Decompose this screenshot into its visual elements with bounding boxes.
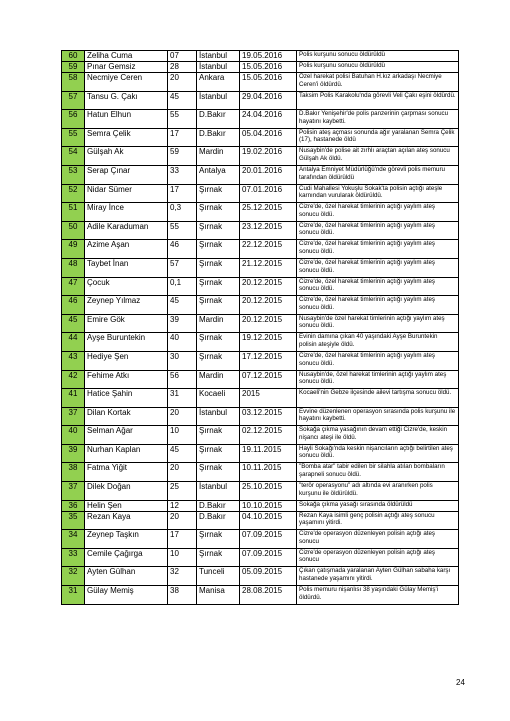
table-row [62, 511, 459, 530]
city-cell: İstanbul [197, 482, 240, 501]
victim-name-cell: Serap Çınar [85, 165, 168, 184]
victim-age-cell: 07 [168, 51, 197, 62]
victim-age-cell: 0,3 [168, 203, 197, 222]
victim-name-cell: Zeynep Taşkın [85, 530, 168, 549]
description-cell: Sokağa çıkma yasağının devam ettiği Cizre'de, keskin nişancı ateşi ile öldü. [297, 426, 459, 445]
victim-name-cell: Dilek Doğan [85, 482, 168, 501]
table-row [62, 296, 459, 315]
date-cell: 07.09.2015 [240, 548, 297, 567]
city-cell: D.Bakır [197, 128, 240, 147]
description-cell: Özel harekat polisi Batuhan H.kız arkadaşı Necmiye Ceren'i öldürdü. [297, 73, 459, 92]
date-cell: 20.01.2016 [240, 165, 297, 184]
city-cell: İstanbul [197, 62, 240, 73]
row-number-cell: 37 [62, 407, 85, 426]
table-row [62, 482, 459, 501]
city-cell: İstanbul [197, 51, 240, 62]
table-row [62, 333, 459, 352]
date-cell: 21.12.2015 [240, 258, 297, 277]
description-cell: Hayli Sokağı'nda keskin nişancıların açtığı belirtilen ateş sonucu öldü. [297, 444, 459, 463]
row-number-cell: 58 [62, 73, 85, 92]
city-cell: Şırnak [197, 548, 240, 567]
table-row [62, 62, 459, 73]
city-cell: Tunceli [197, 567, 240, 586]
date-cell: 20.12.2015 [240, 314, 297, 333]
date-cell: 05.04.2016 [240, 128, 297, 147]
victim-age-cell: 28 [168, 62, 197, 73]
victim-age-cell: 59 [168, 147, 197, 166]
page-number: 24 [456, 678, 465, 687]
victim-name-cell: Ayten Gülhan [85, 567, 168, 586]
victim-age-cell: 30 [168, 351, 197, 370]
date-cell: 05.09.2015 [240, 567, 297, 586]
table-row [62, 203, 459, 222]
description-cell: Cizre'de, özel harekat timlerinin açtığı yaylım ateş sonucu öldü. [297, 351, 459, 370]
victim-age-cell: 40 [168, 333, 197, 352]
table-row [62, 73, 459, 92]
city-cell: D.Bakır [197, 110, 240, 129]
victim-age-cell: 20 [168, 463, 197, 482]
row-number-cell: 43 [62, 351, 85, 370]
row-number-cell: 41 [62, 389, 85, 408]
table-row [62, 407, 459, 426]
description-cell: D.Bakır Yenişehir'de polis panzerinin çarpması sonucu hayatını kaybetti. [297, 110, 459, 129]
table-row [62, 184, 459, 203]
city-cell: Şırnak [197, 333, 240, 352]
description-cell: "terör operasyonu" adı altında evi aranırken polis kurşunu ile öldürüldü. [297, 482, 459, 501]
date-cell: 07.01.2016 [240, 184, 297, 203]
row-number-cell: 40 [62, 426, 85, 445]
city-cell: Ankara [197, 73, 240, 92]
victim-name-cell: Gülay Memiş [85, 586, 168, 605]
date-cell: 03.12.2015 [240, 407, 297, 426]
date-cell: 19.02.2016 [240, 147, 297, 166]
row-number-cell: 50 [62, 221, 85, 240]
row-number-cell: 60 [62, 51, 85, 62]
table-row [62, 91, 459, 110]
table-row [62, 277, 459, 296]
victim-age-cell: 10 [168, 426, 197, 445]
description-cell: Cizre'de, özel harekat timlerinin açtığı yaylım ateş sonucu öldü. [297, 240, 459, 259]
row-number-cell: 53 [62, 165, 85, 184]
description-cell: Sokağa çıkma yasağı sırasında öldürüldü [297, 500, 459, 511]
city-cell: Şırnak [197, 351, 240, 370]
victim-name-cell: Nurhan Kaplan [85, 444, 168, 463]
victim-age-cell: 31 [168, 389, 197, 408]
row-number-cell: 32 [62, 567, 85, 586]
city-cell: Mardin [197, 370, 240, 389]
city-cell: Şırnak [197, 296, 240, 315]
victim-name-cell: Ayşe Buruntekin [85, 333, 168, 352]
table-row [62, 389, 459, 408]
description-cell: Antalya Emniyet Müdürlüğü'nde görevli polis memuru tarafından öldürüldü [297, 165, 459, 184]
table-row [62, 51, 459, 62]
victim-name-cell: Fehime Atkı [85, 370, 168, 389]
date-cell: 25.12.2015 [240, 203, 297, 222]
city-cell: Şırnak [197, 444, 240, 463]
victim-age-cell: 45 [168, 444, 197, 463]
date-cell: 07.09.2015 [240, 530, 297, 549]
table-row [62, 351, 459, 370]
description-cell: Cizre'de operasyon düzenleyen polisin açtığı ateş sonucu [297, 530, 459, 549]
victim-name-cell: Zeynep Yılmaz [85, 296, 168, 315]
date-cell: 19.12.2015 [240, 333, 297, 352]
row-number-cell: 51 [62, 203, 85, 222]
records-table [61, 50, 459, 605]
table-row [62, 463, 459, 482]
description-cell: Nusaybin'de, özel harekat timlerinin açtığı yaylım ateş sonucu öldü. [297, 370, 459, 389]
victim-age-cell: 12 [168, 500, 197, 511]
city-cell: D.Bakır [197, 511, 240, 530]
victim-age-cell: 20 [168, 73, 197, 92]
table-row [62, 258, 459, 277]
row-number-cell: 42 [62, 370, 85, 389]
description-cell: Cizre'de, özel harekat timlerinin açtığı yaylım ateş sonucu öldü. [297, 258, 459, 277]
table-row [62, 500, 459, 511]
description-cell: Evvine düzenlenen operasyon sırasında polis kurşunu ile hayatını kaybetti. [297, 407, 459, 426]
row-number-cell: 46 [62, 296, 85, 315]
victim-age-cell: 20 [168, 407, 197, 426]
date-cell: 23.12.2015 [240, 221, 297, 240]
victim-name-cell: Hatice Şahin [85, 389, 168, 408]
city-cell: Antalya [197, 165, 240, 184]
row-number-cell: 39 [62, 444, 85, 463]
victim-age-cell: 55 [168, 110, 197, 129]
date-cell: 02.12.2015 [240, 426, 297, 445]
description-cell: Polis kurşunu sonucu öldürüldü [297, 51, 459, 62]
victim-name-cell: Adile Karaduman [85, 221, 168, 240]
victim-age-cell: 17 [168, 128, 197, 147]
city-cell: Şırnak [197, 277, 240, 296]
victim-name-cell: Çocuk [85, 277, 168, 296]
row-number-cell: 52 [62, 184, 85, 203]
victim-age-cell: 17 [168, 530, 197, 549]
table-row [62, 314, 459, 333]
description-cell: Nusaybin'de polise ait zırhlı araçtan açılan ateş sonucu Gülşah Ak öldü. [297, 147, 459, 166]
date-cell: 15.05.2016 [240, 62, 297, 73]
victim-name-cell: Azime Aşan [85, 240, 168, 259]
description-cell: Cizre'de operasyon düzenleyen polisin açtığı ateş sonucu [297, 548, 459, 567]
city-cell: Şırnak [197, 184, 240, 203]
victim-age-cell: 56 [168, 370, 197, 389]
victim-name-cell: Nidar Sümer [85, 184, 168, 203]
date-cell: 20.12.2015 [240, 296, 297, 315]
description-cell: Nusaybin'de özel harekat timlerinin açtığı yaylım ateş sonucu öldü. [297, 314, 459, 333]
table-row [62, 370, 459, 389]
victim-name-cell: Necmiye Ceren [85, 73, 168, 92]
victim-name-cell: Gülşah Ak [85, 147, 168, 166]
description-cell: Cudi Mahallesi Yokuşlu Sokak'ta polisin açtığı ateşle karnından vurularak öldürüldü. [297, 184, 459, 203]
victim-name-cell: Tansu G. Çakı [85, 91, 168, 110]
row-number-cell: 36 [62, 500, 85, 511]
victim-age-cell: 45 [168, 296, 197, 315]
table-row [62, 586, 459, 605]
city-cell: Şırnak [197, 203, 240, 222]
row-number-cell: 45 [62, 314, 85, 333]
row-number-cell: 54 [62, 147, 85, 166]
date-cell: 2015 [240, 389, 297, 408]
city-cell: Şırnak [197, 426, 240, 445]
date-cell: 15.05.2016 [240, 73, 297, 92]
table-row [62, 426, 459, 445]
victim-age-cell: 55 [168, 221, 197, 240]
table-row [62, 110, 459, 129]
description-cell: Cizre'de, özel harekat timlerinin açtığı yaylım ateş sonucu öldü. [297, 277, 459, 296]
city-cell: Şırnak [197, 258, 240, 277]
description-cell: Evinin damına çıkan 40 yaşındaki Ayşe Buruntekin polisin ateşiyle öldü. [297, 333, 459, 352]
table-row [62, 444, 459, 463]
description-cell: Rezan Kaya isimli genç polisin açtığı ateş sonucu yaşamını yitirdi. [297, 511, 459, 530]
row-number-cell: 34 [62, 530, 85, 549]
victim-name-cell: Selman Ağar [85, 426, 168, 445]
row-number-cell: 47 [62, 277, 85, 296]
date-cell: 07.12.2015 [240, 370, 297, 389]
description-cell: Polisin ateş açması sonunda ağır yaralanan Semra Çelik (17), hastanede öldü [297, 128, 459, 147]
city-cell: Şırnak [197, 530, 240, 549]
city-cell: Mardin [197, 147, 240, 166]
row-number-cell: 44 [62, 333, 85, 352]
city-cell: Kocaeli [197, 389, 240, 408]
table-row [62, 165, 459, 184]
victim-age-cell: 25 [168, 482, 197, 501]
description-cell: Kocaeli'nin Gebze ilçesinde ailevi tartışma sonucu öldü. [297, 389, 459, 408]
date-cell: 10.11.2015 [240, 463, 297, 482]
date-cell: 28.08.2015 [240, 586, 297, 605]
victim-name-cell: Dilan Kortak [85, 407, 168, 426]
victim-name-cell: Taybet İnan [85, 258, 168, 277]
row-number-cell: 56 [62, 110, 85, 129]
date-cell: 29.04.2016 [240, 91, 297, 110]
table-row [62, 530, 459, 549]
victim-name-cell: Rezan Kaya [85, 511, 168, 530]
victim-name-cell: Hediye Şen [85, 351, 168, 370]
row-number-cell: 55 [62, 128, 85, 147]
victim-age-cell: 45 [168, 91, 197, 110]
city-cell: D.Bakır [197, 500, 240, 511]
description-cell: Taksim Polis Karakolu'nda görevli Veli Çakı eşini öldürdü. [297, 91, 459, 110]
victim-name-cell: Helin Şen [85, 500, 168, 511]
victim-name-cell: Fatma Yiğit [85, 463, 168, 482]
victim-name-cell: Pınar Gemsiz [85, 62, 168, 73]
victim-age-cell: 57 [168, 258, 197, 277]
date-cell: 04.10.2015 [240, 511, 297, 530]
victim-name-cell: Miray İnce [85, 203, 168, 222]
victim-age-cell: 20 [168, 511, 197, 530]
row-number-cell: 38 [62, 463, 85, 482]
city-cell: Şırnak [197, 240, 240, 259]
city-cell: Şırnak [197, 463, 240, 482]
row-number-cell: 37 [62, 482, 85, 501]
row-number-cell: 33 [62, 548, 85, 567]
date-cell: 10.10.2015 [240, 500, 297, 511]
row-number-cell: 57 [62, 91, 85, 110]
victim-name-cell: Hatun Elhun [85, 110, 168, 129]
victim-age-cell: 46 [168, 240, 197, 259]
row-number-cell: 35 [62, 511, 85, 530]
victim-name-cell: Semra Çelik [85, 128, 168, 147]
description-cell: Çıkan çatışmada yaralanan Ayten Gülhan sabaha karşı hastanede yaşamını yitirdi. [297, 567, 459, 586]
row-number-cell: 59 [62, 62, 85, 73]
city-cell: İstanbul [197, 91, 240, 110]
victim-age-cell: 33 [168, 165, 197, 184]
description-cell: Polis memuru nişanlısı 38 yaşındaki Gülay Memiş'i öldürdü. [297, 586, 459, 605]
row-number-cell: 49 [62, 240, 85, 259]
date-cell: 17.12.2015 [240, 351, 297, 370]
date-cell: 20.12.2015 [240, 277, 297, 296]
date-cell: 24.04.2016 [240, 110, 297, 129]
description-cell: Cizre'de, özel harekat timlerinin açtığı yaylım ateş sonucu öldü. [297, 221, 459, 240]
city-cell: Mardin [197, 314, 240, 333]
date-cell: 19.11.2015 [240, 444, 297, 463]
date-cell: 25.10.2015 [240, 482, 297, 501]
table-row [62, 128, 459, 147]
description-cell: Cizre'de, özel harekat timlerinin açtığı yaylım ateş sonucu öldü. [297, 296, 459, 315]
description-cell: Polis kurşunu sonucu öldürüldü [297, 62, 459, 73]
table-row [62, 147, 459, 166]
description-cell: Cizre'de, özel harekat timlerinin açtığı yaylım ateş sonucu öldü. [297, 203, 459, 222]
date-cell: 22.12.2015 [240, 240, 297, 259]
city-cell: İstanbul [197, 407, 240, 426]
city-cell: Manisa [197, 586, 240, 605]
victim-name-cell: Cemile Çağırga [85, 548, 168, 567]
victim-age-cell: 32 [168, 567, 197, 586]
description-cell: "Bomba atar" tabir edilen bir silahla atılan bombaların şarapneli sonucu öldü. [297, 463, 459, 482]
table-row [62, 240, 459, 259]
date-cell: 19.05.2016 [240, 51, 297, 62]
victim-age-cell: 39 [168, 314, 197, 333]
table-row [62, 567, 459, 586]
victim-age-cell: 38 [168, 586, 197, 605]
victim-age-cell: 0,1 [168, 277, 197, 296]
records-table-body [62, 51, 459, 605]
victim-name-cell: Zeliha Cuma [85, 51, 168, 62]
table-row [62, 548, 459, 567]
city-cell: Şırnak [197, 221, 240, 240]
row-number-cell: 31 [62, 586, 85, 605]
victim-name-cell: Emire Gök [85, 314, 168, 333]
victim-age-cell: 17 [168, 184, 197, 203]
row-number-cell: 48 [62, 258, 85, 277]
victim-age-cell: 10 [168, 548, 197, 567]
table-row [62, 221, 459, 240]
